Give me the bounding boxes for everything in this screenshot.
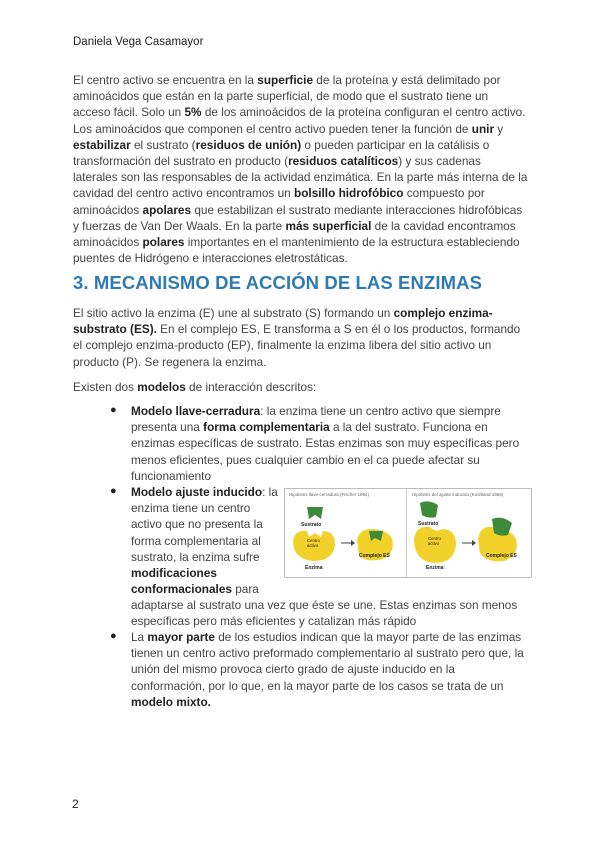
paragraph-active-site: El centro activo se encuentra en la superficie de la proteína y está delimitado por aminoácidos que están en la parte superficial, de modo que el sustrato tiene un acceso fácil. Solo un 5% de los aminoácidos de la proteína configuran el centro activo. Los aminoácidos que componen el centro activo pueden tener la función de unir y estabilizar el sustrato (residuos de unión) o pueden participar en la catálisis o transformación del sustrato en producto (residuos catalíticos) y sus cadenas laterales son las responsables de la actividad enzimática. En la parte más interna de la cavidad del centro activo encontramos un bolsillo hidrofóbico compuesto por aminoácidos apolares que estabilizan el sustrato mediante interacciones hidrofóbicas y fuerzas de Van Der Waals. En la parte más superficial de la cavidad encontramos aminoácidos polares importantes en el mantenimiento de la estructura estableciendo puentes de Hidrógeno e interacciones eletrostáticas.: [73, 73, 528, 266]
bold-term: modelo mixto.: [131, 694, 211, 709]
label-complex: Complejo ES: [486, 553, 517, 559]
bold-term: estabilizar: [73, 137, 131, 152]
enzyme-models-figure: [284, 488, 532, 578]
list-item-mixed-model: La mayor parte de los estudios indican que la mayor parte de las enzimas tienen un centro activo preformado complementario al sustrato pero que, la unión del mismo provoca cierto grado de ajuste inducido en la conformación, por lo que, en la mayor parte de los casos se trata de un modelo mixto.: [131, 630, 524, 709]
bold-term: modificaciones conformacionales: [131, 566, 232, 597]
arrow-head: [472, 540, 476, 546]
induced-fit-title: Hipótesis del ajuste inducido (Koshland 1958): [412, 492, 504, 497]
bold-term: más superficial: [285, 218, 372, 233]
bold-term: mayor parte: [147, 630, 215, 644]
bold-term: apolares: [142, 202, 192, 217]
label-complex: Complejo ES: [359, 553, 390, 559]
bold-term: 5%: [184, 105, 202, 120]
paragraph-mechanism: El sitio activo la enzima (E) une al substrato (S) formando un complejo enzima-substrato (ES). En el complejo ES, E transforma a S en él o los productos, formando el complejo enzima-producto (EP), finalmente la enzima libera del sitio activo un producto (P). Se regenera la enzima.: [73, 306, 521, 369]
label-substrate: Sustrato: [418, 521, 439, 527]
list-item-induced-fit-continued: adaptarse al sustrato una vez que éste se une. Estas enzimas son menos específicas pero más eficientes y catalizan más rápido: [131, 598, 518, 629]
substrate-shape: [307, 507, 323, 519]
page-header-author: Daniela Vega Casamayor: [73, 36, 204, 48]
induced-fit-diagram: [408, 489, 530, 577]
list-item-lock-key: Modelo llave-cerradura: la enzima tiene un centro activo que siempre presenta una forma complementaria a la del sustrato. Funciona en enzimas específicas de sustrato. Estas enzimas son muy específicas pero menos eficientes, pues cualquier cambio en el ca puede afectar su funcionamiento: [131, 404, 520, 483]
bold-term: polares: [142, 235, 185, 250]
label-active-site: Centro activo: [307, 538, 320, 548]
bold-term: modelos: [137, 380, 186, 394]
label-enzyme: Enzima: [426, 565, 444, 571]
bold-term: residuos catalíticos: [288, 154, 399, 169]
bold-term: residuos de unión): [195, 137, 302, 152]
bold-term: complejo enzima-substrato (ES).: [73, 306, 493, 337]
bold-term: forma complementaria: [203, 420, 330, 435]
list-item-induced-fit: Modelo ajuste inducido: la enzima tiene un centro activo que no presenta la forma complementaria al sustrato, la enzima sufre modificaciones conformacionales para: [131, 485, 278, 597]
lock-key-panel: [285, 489, 407, 577]
bold-term: unir: [471, 121, 495, 136]
paragraph-models-intro: Existen dos modelos de interacción descritos:: [73, 380, 317, 394]
bullet-marker-3: ●: [110, 630, 117, 642]
arrow-head: [351, 540, 355, 546]
section-title: 3. MECANISMO DE ACCIÓN DE LAS ENZIMAS: [73, 272, 483, 293]
bold-term: bolsillo hidrofóbico: [294, 186, 404, 201]
bold-term: Modelo ajuste inducido: [131, 485, 263, 499]
substrate-shape: [420, 501, 438, 517]
page-number: 2: [72, 797, 79, 811]
bullet-marker-2: ●: [110, 485, 117, 497]
lock-key-title: Hipótesis llave-cerradura (Fischer 1894): [289, 492, 370, 497]
bold-term: superficie: [257, 73, 314, 87]
bold-term: Modelo llave-cerradura: [131, 404, 261, 418]
label-substrate: Sustrato: [301, 522, 322, 528]
bullet-marker-1: ●: [110, 404, 117, 416]
label-active-site: Centro activo: [428, 536, 441, 546]
label-enzyme: Enzima: [305, 565, 323, 571]
induced-fit-panel: [408, 489, 530, 577]
lock-key-diagram: [285, 489, 407, 577]
